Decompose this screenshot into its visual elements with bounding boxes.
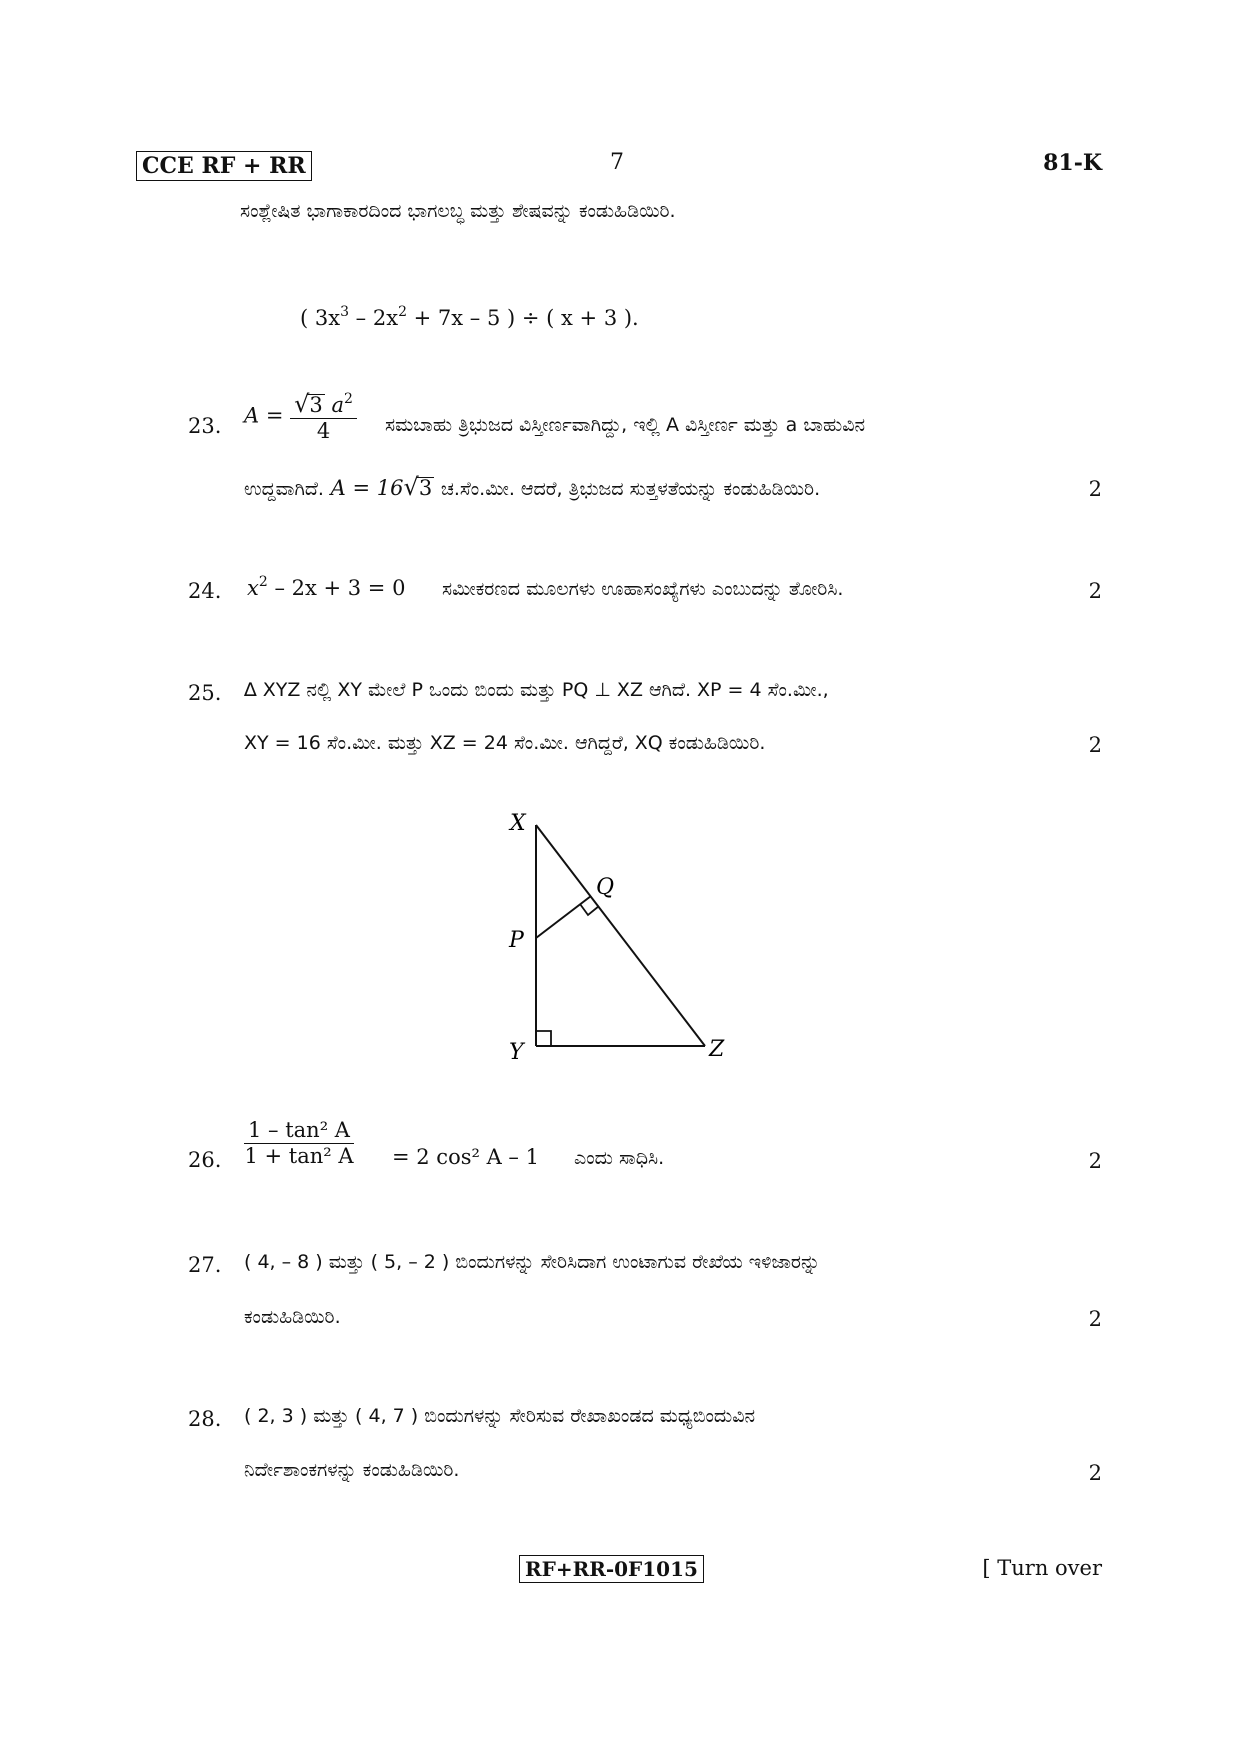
segment-pq — [536, 896, 591, 938]
turn-over-note: [ Turn over — [982, 1556, 1102, 1580]
label-p: P — [509, 928, 524, 953]
q22-expression: ( $3x^3 - 2x^2 + 7x - 5$ ) ÷ ( x + 3 ). — [300, 304, 639, 330]
q24-text: ಸಮೀಕರಣದ ಮೂಲಗಳು ಊಹಾಸಂಖ್ಯೆಗಳು ಎಂಬುದನ್ನು ತೋರಿಸಿ. — [442, 578, 844, 600]
q28-text-line1: ( 2, 3 ) ಮತ್ತು ( 4, 7 ) ಬಿಂದುಗಳನ್ನು ಸೇರಿಸುವ ರೇಖಾಖಂಡದ ಮಧ್ಯಬಿಂದುವಿನ — [244, 1405, 756, 1427]
label-y: Y — [509, 1040, 524, 1065]
q23-fraction: $\frac{√3 a^2}{4}$ — [290, 392, 357, 442]
q27-marks: 2 — [1088, 1307, 1102, 1331]
right-angle-mark-q — [580, 904, 599, 915]
q28-marks: 2 — [1088, 1461, 1102, 1485]
paper-code: 81-K — [1043, 150, 1102, 176]
label-z: Z — [709, 1037, 725, 1062]
q28-number: 28. — [188, 1407, 222, 1431]
label-x: X — [510, 811, 526, 836]
q26-formula — [244, 1120, 354, 1167]
series-code-box — [136, 151, 312, 181]
q28-text-line2: ನಿರ್ದೇಶಾಂಕಗಳನ್ನು ಕಂಡುಹಿಡಿಯಿರಿ. — [244, 1459, 460, 1481]
q25-number: 25. — [188, 681, 222, 705]
q23-number: 23. — [188, 414, 222, 438]
q27-text-line1: ( 4, – 8 ) ಮತ್ತು ( 5, – 2 ) ಬಿಂದುಗಳನ್ನು ಸೇರಿಸಿದಾಗ ಉಂಟಾಗುವ ರೇಖೆಯ ಇಳಿಜಾರನ್ನು — [244, 1251, 821, 1273]
q26-text: ಎಂದು ಸಾಧಿಸಿ. — [574, 1147, 665, 1169]
q23-text-line1: ಸಮಬಾಹು ತ್ರಿಭುಜದ ವಿಸ್ತೀರ್ಣವಾಗಿದ್ದು, ಇಲ್ಲಿ A ವಿಸ್ತೀರ್ಣ ಮತ್ತು a ಬಾಹುವಿನ — [385, 414, 866, 436]
q22-instruction: ಸಂಶ್ಲೇಷಿತ ಭಾಗಾಕಾರದಿಂದ ಭಾಗಲಬ್ಧ ಮತ್ತು ಶೇಷವನ್ನು ಕಂಡುಹಿಡಿಯಿರಿ. — [240, 200, 676, 222]
right-angle-mark-y — [536, 1031, 551, 1046]
q25-text-line2: XY = 16 ಸೆಂ.ಮೀ. ಮತ್ತು XZ = 24 ಸೆಂ.ಮೀ. ಆಗಿದ್ದರೆ, XQ ಕಂಡುಹಿಡಿಯಿರಿ. — [244, 732, 766, 754]
q24-number: 24. — [188, 579, 222, 603]
q26-fraction: $\frac{\text{1 – tan² A}}{\text{1 + tan² A}}$ — [244, 1118, 354, 1168]
q24-equation: $x^2 - 2x + 3 = 0$ — [247, 574, 406, 600]
q23-text-line2: ಉದ್ದವಾಗಿದೆ. A = 16√3 ಚ.ಸೆಂ.ಮೀ. ಆದರೆ, ತ್ರಿಭುಜದ ಸುತ್ತಳತೆಯನ್ನು ಕಂಡುಹಿಡಿಯಿರಿ. — [244, 473, 821, 501]
q23-formula: A = $\frac{√3 a^2}{4}$ — [244, 392, 357, 442]
q25-text-line1: ∆ XYZ ನಲ್ಲಿ XY ಮೇಲೆ P ಒಂದು ಬಿಂದು ಮತ್ತು PQ ⊥ XZ ಆಗಿದೆ. XP = 4 ಸೆಂ.ಮೀ., — [244, 679, 829, 701]
q26-marks: 2 — [1088, 1149, 1102, 1173]
label-q: Q — [596, 875, 615, 900]
series-code: CCE RF + RR — [142, 153, 306, 179]
page-number: 7 — [610, 150, 624, 175]
q27-number: 27. — [188, 1253, 222, 1277]
side-xz — [536, 825, 705, 1046]
q26-number: 26. — [188, 1148, 222, 1172]
q27-text-line2: ಕಂಡುಹಿಡಿಯಿರಿ. — [244, 1306, 341, 1328]
q23-marks: 2 — [1088, 477, 1102, 501]
q24-marks: 2 — [1088, 579, 1102, 603]
triangle-figure — [500, 805, 740, 1065]
footer-code-box — [519, 1555, 704, 1583]
footer-code: RF+RR-0F1015 — [525, 1557, 698, 1581]
q26-rhs: = 2 cos² A – 1 — [392, 1145, 539, 1169]
q25-marks: 2 — [1088, 733, 1102, 757]
